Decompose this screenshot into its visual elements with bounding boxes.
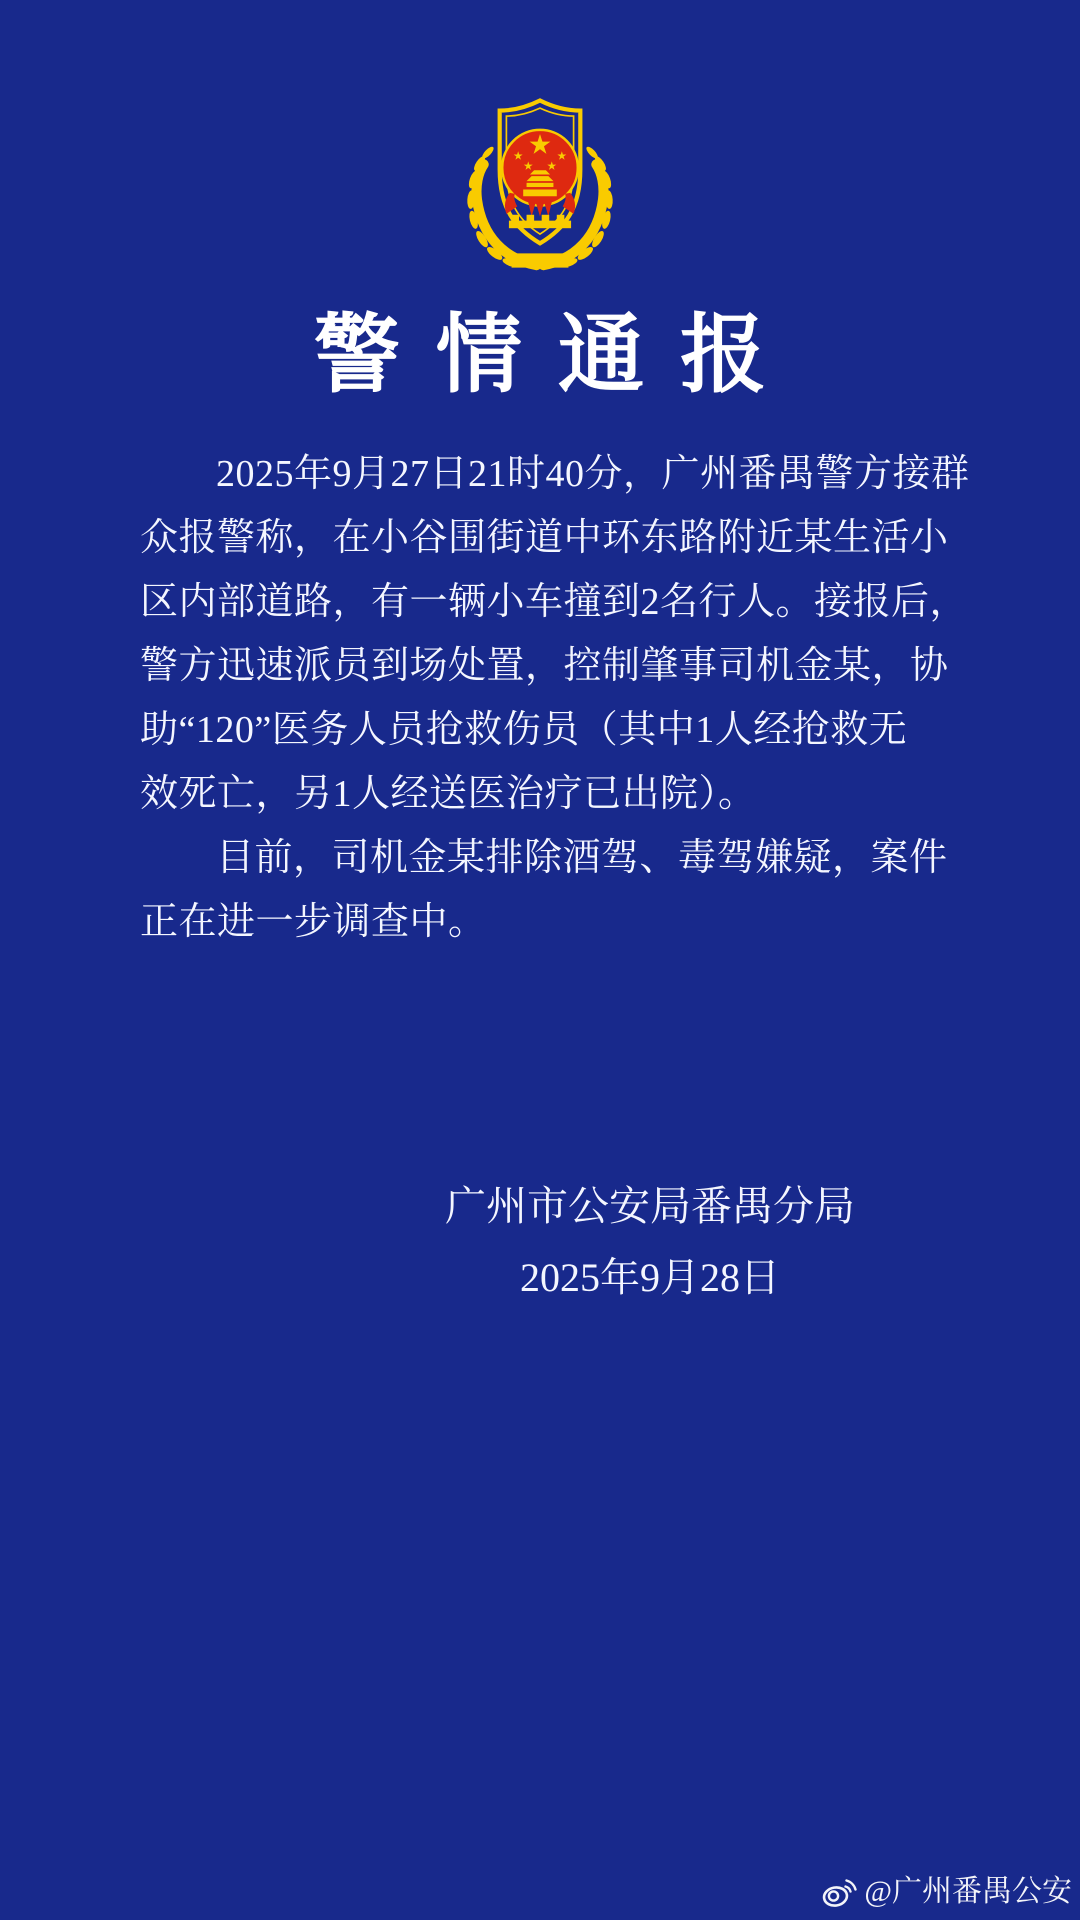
notice-line: 效死亡，另1人经送医治疗已出院）。 <box>140 773 757 815</box>
notice-line: 2025年9月27日21时40分，广州番禺警方接群 <box>216 453 970 495</box>
notice-title: 警情通报 <box>313 307 803 403</box>
weibo-icon <box>821 1873 858 1910</box>
notice-line: 区内部道路，有一辆小车撞到2名行人。接报后， <box>140 581 969 623</box>
signature-block <box>400 1176 900 1302</box>
notice-line: 警方迅速派员到场处置，控制肇事司机金某，协 <box>140 645 949 687</box>
police-badge-emblem <box>456 92 624 272</box>
notice-line: 众报警称，在小谷围街道中环东路附近某生活小 <box>140 517 949 559</box>
notice-line: 正在进一步调查中。 <box>140 901 487 943</box>
weibo-handle: @广州番禺公安 <box>864 1874 1072 1908</box>
police-badge-icon <box>456 92 624 272</box>
notice-line: 目前，司机金某排除酒驾、毒驾嫌疑，案件 <box>216 837 948 879</box>
signature-date: 2025年9月28日 <box>520 1255 780 1300</box>
signature-agency: 广州市公安局番禺分局 <box>445 1183 855 1229</box>
notice-body <box>140 442 970 954</box>
weibo-watermark <box>821 1873 1072 1910</box>
notice-line: 助“120”医务人员抢救伤员（其中1人经抢救无 <box>140 709 908 751</box>
